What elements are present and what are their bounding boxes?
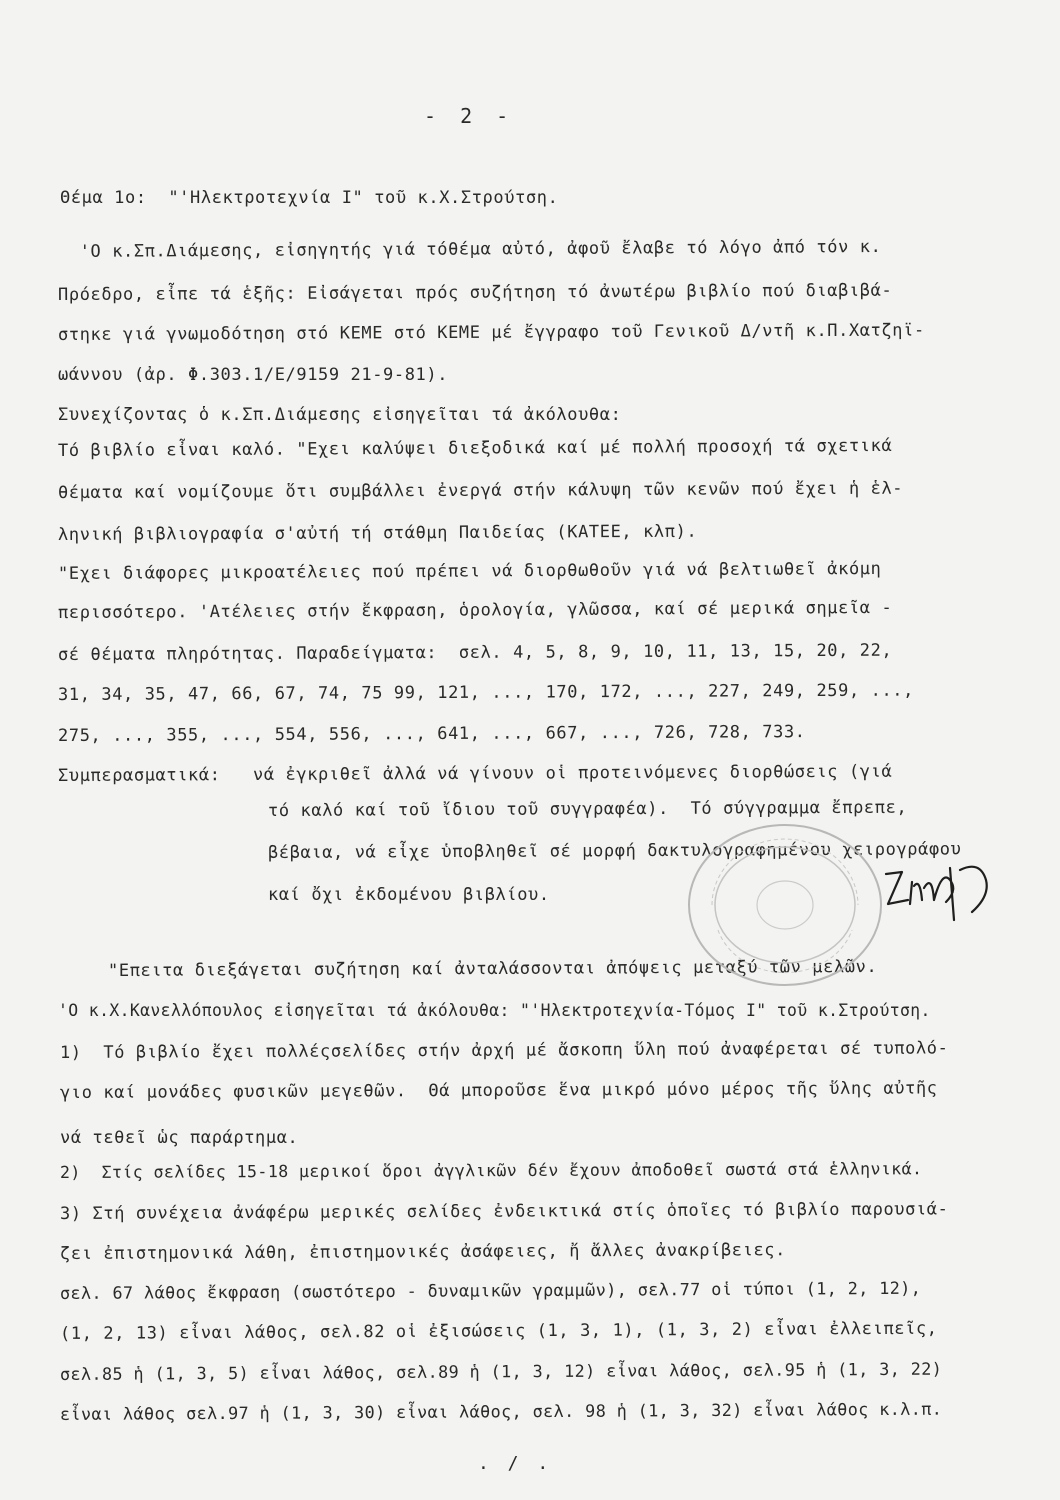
text-line: 'Ο κ.Σπ.Διάμεσης, εἰσηγητής γιά τόθέμα αὐτό, ἀφοῦ ἔλαβε τό λόγο ἀπό τόν κ. [57, 236, 882, 262]
text-line: Πρόεδρο, εἶπε τά ἑξῆς: Εἰσάγεται πρός συζήτηση τό ἀνωτέρω βιβλίο πού διαβιβά- [57, 280, 893, 305]
text-line: σέ θέματα πληρότητας. Παραδείγματα: σελ. 4, 5, 8, 9, 10, 11, 13, 15, 20, 22, [57, 640, 893, 665]
text-line: ζει ἐπιστημονικά λάθη, ἐπιστημονικές ἀσάφειες, ἤ ἄλλες ἀνακρίβειες. [59, 1240, 786, 1264]
text-line: σελ. 67 λάθος ἔκφραση (σωστότερο - δυναμικῶν γραμμῶν), σελ.77 οἱ τύποι (1, 2, 12), [59, 1277, 922, 1303]
text-line: νά τεθεῖ ὡς παράρτημα. [60, 1128, 299, 1148]
text-line: 'Ο κ.Χ.Κανελλόπουλος εἰσηγεῖται τά ἀκόλουθα: "'Ηλεκτροτεχνία-Τόμος Ι" τοῦ κ.Στρούτση. [58, 1001, 931, 1020]
text-line: 2) Στίς σελίδες 15-18 μερικοί ὅροι ἀγγλικῶν δέν ἔχουν ἀποδοθεῖ σωστά στά ἑλληνικά. [59, 1159, 923, 1182]
text-line: περισσότερο. 'Ατέλειες στήν ἔκφραση, ὁρολογία, γλῶσσα, καί σέ μερικά σημεῖα - [57, 597, 893, 623]
page-number: - 2 - [424, 104, 515, 128]
text-line: ωάννου (ἀρ. Φ.303.1/Ε/9159 21-9-81). [58, 365, 449, 385]
text-line: 31, 34, 35, 47, 66, 67, 74, 75 99, 121, ..., 170, 172, ..., 227, 249, 259, ..., [57, 680, 915, 705]
text-line: Συνεχίζοντας ὁ κ.Σπ.Διάμεσης εἰσηγεῖται τά ἀκόλουθα: [58, 405, 622, 425]
continuation-mark: . / . [478, 1453, 553, 1474]
text-line: Θέμα 1ο: "'Ηλεκτροτεχνία Ι" τοῦ κ.Χ.Στρούτση. [60, 188, 559, 208]
text-line: "Εχει διάφορες μικροατέλειες πού πρέπει νά διορθωθοῦν γιά νά βελτιωθεῖ ἀκόμη [57, 558, 882, 584]
signature-mark [880, 860, 1000, 930]
text-line: θέματα καί νομίζουμε ὅτι συμβάλλει ἐνεργά στήν κάλυψη τῶν κενῶν πού ἔχει ἡ ἑλ- [57, 478, 904, 503]
text-line: 275, ..., 355, ..., 554, 556, ..., 641, ..., 667, ..., 726, 728, 733. [57, 722, 806, 746]
text-line: 3) Στή συνέχεια ἀνάφέρω μερικές σελίδες ἐνδεικτικά στίς ὁποῖες τό βιβλίο παρουσιά- [59, 1199, 949, 1224]
text-line: (1, 2, 13) εἶναι λάθος, σελ.82 οἱ ἐξισώσεις (1, 3, 1), (1, 3, 2) εἶναι ἐλλειπεῖς, [59, 1318, 938, 1344]
text-line: 1) Τό βιβλίο ἔχει πολλέςσελίδες στήν ἀρχή μέ ἄσκοπη ὕλη πού ἀναφέρεται σέ τυπολό- [59, 1038, 949, 1063]
text-line: γιο καί μονάδες φυσικῶν μεγεθῶν. Θά μποροῦσε ἕνα μικρό μόνο μέρος τῆς ὕλης αὐτῆς [59, 1078, 938, 1103]
text-line: εἶναι λάθος σελ.97 ἡ (1, 3, 30) εἶναι λάθος, σελ. 98 ἡ (1, 3, 32) εἶναι λάθος κ.λ.π. [59, 1398, 943, 1424]
text-line: Συμπερασματικά: νά ἐγκριθεῖ ἀλλά νά γίνουν οἱ προτεινόμενες διορθώσεις (γιά [57, 761, 893, 786]
text-line: βέβαια, νά εἶχε ὑποβληθεῖ σέ μορφή δακτυλογραφημένου χειρογράφου [267, 839, 962, 863]
text-line: ληνική βιβλιογραφία σ'αὐτή τή στάθμη Παιδείας (ΚΑΤΕΕ, κλπ). [57, 521, 698, 545]
text-line: "Επειτα διεξάγεται συζήτηση καί ἀνταλάσσονται ἀπόψεις μεταξύ τῶν μελῶν. [107, 956, 878, 981]
text-line: καί ὄχι ἐκδομένου βιβλίου. [268, 885, 550, 905]
official-seal [682, 820, 888, 990]
text-line: Τό βιβλίο εἶναι καλό. "Εχει καλύψει διεξοδικά καί μέ πολλή προσοχή τά σχετικά [57, 435, 893, 461]
text-line: σελ.85 ἡ (1, 3, 5) εἶναι λάθος, σελ.89 ἡ (1, 3, 12) εἶναι λάθος, σελ.95 ἡ (1, 3, 22) [59, 1358, 943, 1384]
text-line: στηκε γιά γνωμοδότηση στό ΚΕΜΕ στό ΚΕΜΕ μέ ἔγγραφο τοῦ Γενικοῦ Δ/ντῆ κ.Π.Χατζηϊ- [57, 320, 925, 345]
text-line: τό καλό καί τοῦ ἴδιου τοῦ συγγραφέα). Τό σύγγραμμα ἔπρεπε, [267, 797, 908, 821]
